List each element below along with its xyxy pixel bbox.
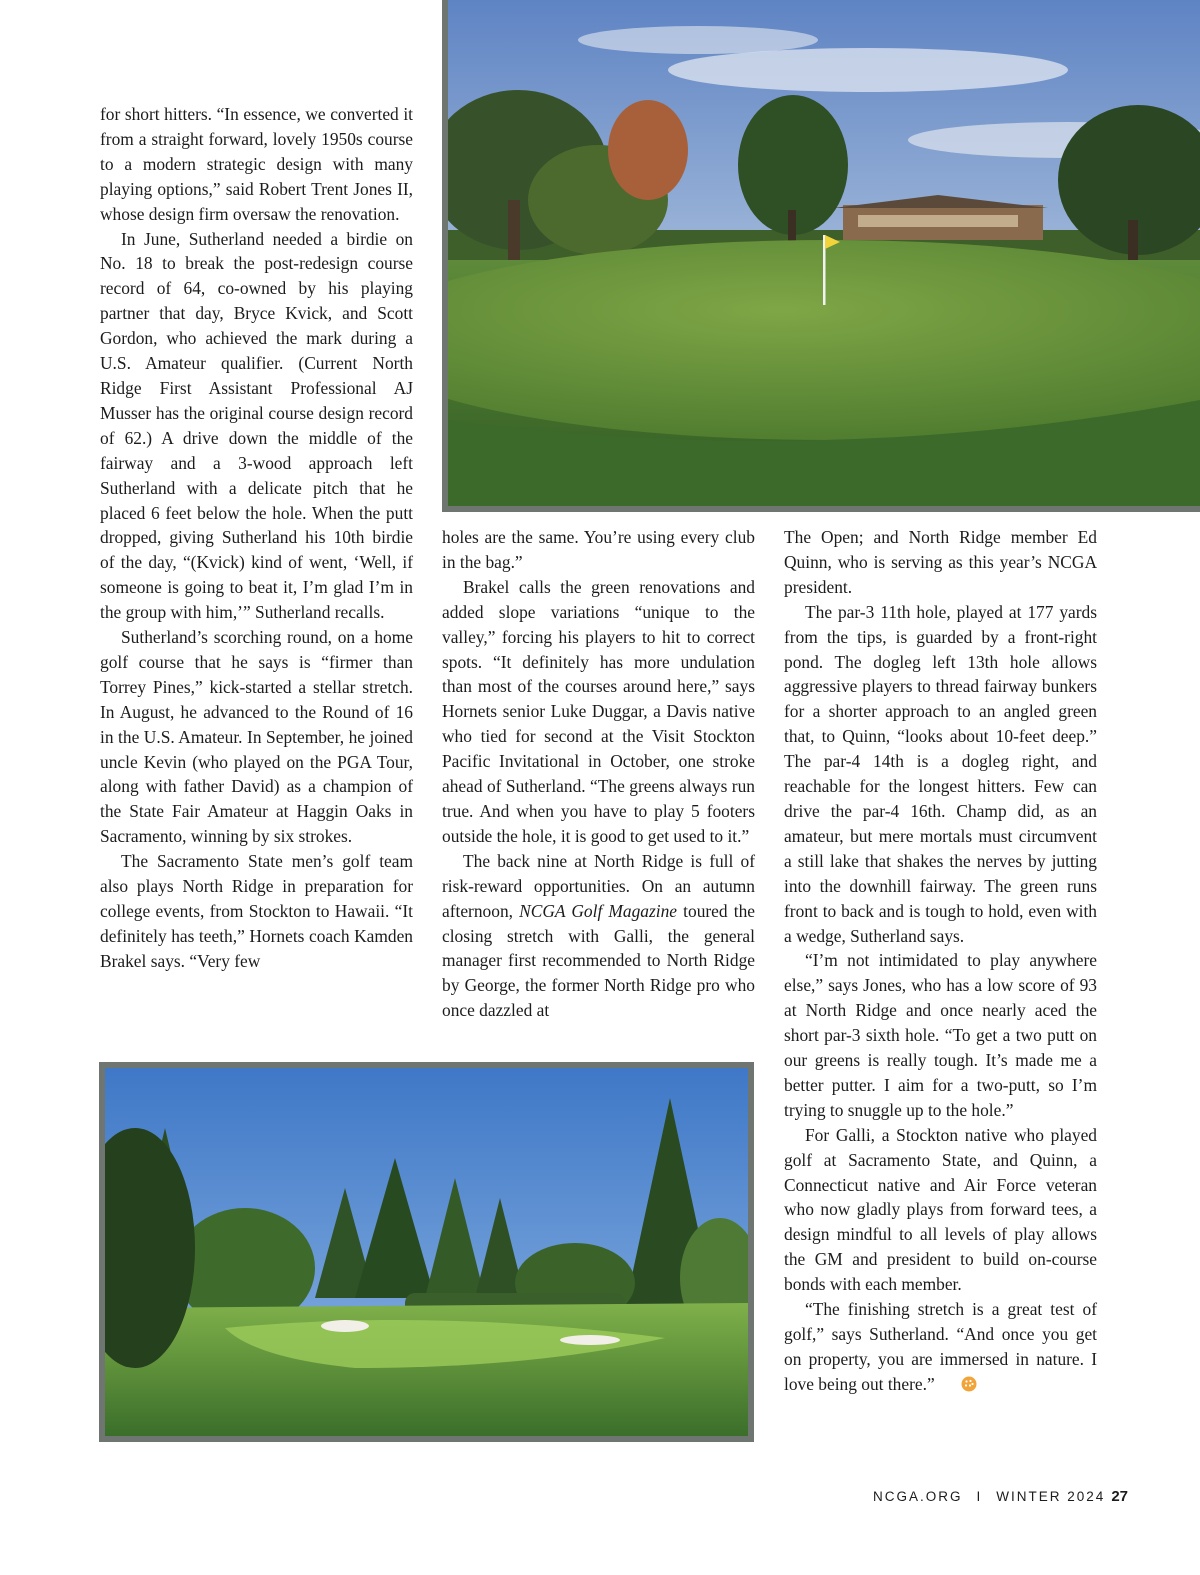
paragraph (442, 849, 755, 1023)
text-run: “The finishing stretch is a great test of golf,” says Sutherland. “And once you get on property, you are immersed in nature. I love being out there.” (784, 1299, 1097, 1394)
folio-issue: WINTER 2024 (996, 1489, 1106, 1504)
photo-putting-green-clubhouse (442, 0, 1200, 512)
article-column-1 (100, 102, 413, 974)
paragraph: Brakel calls the green renovations and added slope variations “unique to the valley,” forcing his players to hit to correct spots. “It definitely has more undulation than most of the courses around here,” says Hornets senior Luke Duggar, a Davis native who tied for second at the Visit Stockton Pacific Invitational in October, one stroke ahead of Sutherland. “The greens always run true. And when you have to play 5 footers outside the hole, it is good to get used to it.” (442, 576, 755, 846)
paragraph: The par-3 11th hole, played at 177 yards from the tips, is guarded by a front-right pond. The dogleg left 13th hole allows aggressive players to thread fairway bunkers for a shorter approach to an angled green that, to Quinn, “looks about 10-feet deep.” The par-4 14th is a dogleg right, and reachable for the longest hitters. Few can drive the par-4 16th. Champ did, as an amateur, but mere mortals must circumvent a still lake that shakes the nerves by jutting into the downhill fairway. The green runs front to back and is tough to hold, even with a wedge, Sutherland says. (784, 601, 1097, 946)
paragraph (784, 1297, 1097, 1400)
paragraph: holes are the same. You’re using every club in the bag.” (442, 527, 755, 572)
paragraph: for short hitters. “In essence, we converted it from a straight forward, lovely 1950s course to a modern strategic design with many playing options,” said Robert Trent Jones II, whose design firm oversaw the renovation. (100, 104, 413, 224)
page-number: 27 (1111, 1488, 1128, 1505)
fairway-illustration (105, 1068, 748, 1436)
paragraph: The Sacramento State men’s golf team also plays North Ridge in preparation for college events, from Stockton to Hawaii. “It definitely has teeth,” Hornets coach Kamden Brakel says. “Very few (100, 851, 413, 971)
text-run: toured the closing stretch with Galli, the general manager first recommended to North Ridge by George, the former North Ridge pro who once dazzled at (442, 900, 755, 1021)
page-folio (873, 1488, 1128, 1505)
magazine-title: NCGA Golf Magazine (519, 900, 678, 921)
paragraph: In June, Sutherland needed a birdie on No. 18 to break the post-redesign course record of 64, co-owned by his playing partner that day, Bryce Kvick, and Scott Gordon, who achieved the mark during a U.S. Amateur qualifier. (Current North Ridge First Assistant Professional AJ Musser has the original course design record of 62.) A drive down the middle of the fairway and a 3-wood approach left Sutherland with a delicate pitch that he placed 6 feet below the hole. When the putt dropped, giving Sutherland his 10th birdie of the day, “(Kvick) kind of went, ‘Well, if someone is going to beat it, I’m glad I’m in the group with him,’” Sutherland recalls. (100, 228, 413, 623)
folio-site: NCGA.ORG (873, 1489, 963, 1504)
paragraph: The Open; and North Ridge member Ed Quinn, who is serving as this year’s NCGA president. (784, 527, 1097, 597)
golf-ball-end-mark-icon (939, 1375, 978, 1400)
text-run: The back nine at North Ridge is full of risk-reward opportunities. On an autumn afternoon, (442, 850, 755, 921)
article-column-3 (784, 525, 1097, 1400)
folio-separator: I (976, 1489, 983, 1504)
paragraph: Sutherland’s scorching round, on a home golf course that he says is “firmer than Torrey Pines,” kick-started a stellar stretch. In August, he advanced to the Round of 16 in the U.S. Amateur. In September, he joined uncle Kevin (who played on the PGA Tour, along with father David) as a champion of the State Fair Amateur at Haggin Oaks in Sacramento, winning by six strokes. (100, 627, 413, 847)
article-column-2 (442, 525, 755, 1023)
paragraph: “I’m not intimidated to play anywhere else,” says Jones, who has a low score of 93 at North Ridge and once nearly aced the short par-3 sixth hole. “To get a two putt on our greens is really tough. It’s made me a better putter. I aim for a two-putt, so I’m trying to snuggle up to the hole.” (784, 950, 1097, 1120)
green-clubhouse-illustration (448, 0, 1200, 506)
photo-fairway-trees (99, 1062, 754, 1442)
paragraph: For Galli, a Stockton native who played golf at Sacramento State, and Quinn, a Connecticut native and Air Force veteran who now gladly plays from forward tees, a design mindful to all levels of play allows the GM and president to build on-course bonds with each member. (784, 1124, 1097, 1295)
